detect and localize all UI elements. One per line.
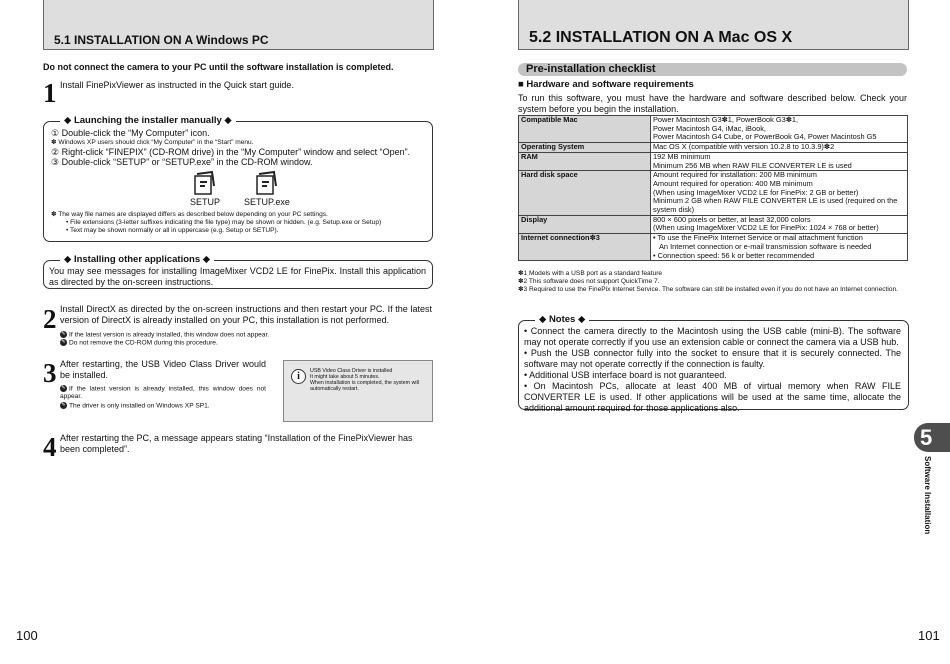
launch-footnote-2: • File extensions (3-letter suffixes indicating the file type) may be shown or hidden. (e.g. Setup.exe or Setup) xyxy=(66,219,382,226)
right-page-number: 101 xyxy=(918,628,940,643)
note-icon: ✎ xyxy=(61,331,66,337)
launch-box-title: ◆ Launching the installer manually ◆ xyxy=(60,115,236,126)
side-section-label: Software Installation xyxy=(923,456,932,535)
note-icon: ✎ xyxy=(61,339,66,345)
list-item: • Additional USB interface board is not guaranteed. xyxy=(524,370,727,380)
other-apps-title: ◆ Installing other applications ◆ xyxy=(60,254,214,265)
other-apps-text: You may see messages for installing ImageMixer VCD2 LE for FinePix. Install this application as directed by the on-screen instructions. xyxy=(49,266,426,287)
table-row: RAM 192 MB minimum Minimum 256 MB when RAW FILE CONVERTER LE is used xyxy=(519,152,908,170)
launch-footnote-3: • Text may be shown normally or all in uppercase (e.g. Setup or SETUP). xyxy=(66,227,279,234)
list-item: • Connect the camera directly to the Macintosh using the USB cable (mini-B). The software may not operate correctly if you use an extension cable or connect the camera via a USB hub. xyxy=(524,326,901,347)
right-header xyxy=(518,0,909,50)
table-row: Display 800 × 600 pixels or better, at least 32,000 colors (When using ImageMixer VCD2 LE for FinePix: 1024 × 768 or better) xyxy=(519,215,908,233)
launch-line-4: ③ Double-click “SETUP” or “SETUP.exe” in the CD-ROM window. xyxy=(51,157,313,167)
hw-sw-title: ■ Hardware and software requirements xyxy=(518,79,694,90)
list-item: • Push the USB connector fully into the socket to ensure that it is securely connected. The software may not operate correctly if the connection is faulty. xyxy=(524,348,901,369)
requirements-table xyxy=(518,115,908,261)
mac-footnotes: ✽1 Models with a USB port as a standard feature ✽2 This software does not support QuickTime 7. ✽3 Required to use the FinePix Internet Service. The software can still be installed even if you do not have an Internet connection. xyxy=(518,270,899,293)
note-icon: ✎ xyxy=(61,385,66,391)
step-3-text: After restarting, the USB Video Class Driver would be installed. xyxy=(60,359,266,380)
list-item: • On Macintosh PCs, allocate at least 400 MB of virtual memory when RAW FILE CONVERTER LE is used. If other applications will be used at the same time, allocate the additional amount required for those applications also. xyxy=(524,381,901,413)
step-number-4: 4 xyxy=(43,432,57,462)
note-icon: ✎ xyxy=(61,402,66,408)
setup-icon xyxy=(192,170,220,196)
step-2-text: Install DirectX as directed by the on-screen instructions and then restart your PC. If the latest version of DirectX is already installed on your PC, this installation is not performed. xyxy=(60,304,432,325)
table-row: Operating System Mac OS X (compatible with version 10.2.8 to 10.3.9)✽2 xyxy=(519,143,908,153)
usb-driver-dialog xyxy=(283,360,433,422)
preinstall-checklist-bar: Pre-installation checklist xyxy=(518,63,907,76)
setup-exe-icon-label: SETUP.exe xyxy=(244,197,290,207)
launch-line-3: ② Right-click “FINEPIX” (CD-ROM drive) in the “My Computer” window and select “Open”. xyxy=(51,147,411,157)
step-number-1: 1 xyxy=(43,78,57,108)
left-page-title: 5.1 INSTALLATION ON A Windows PC xyxy=(54,33,269,47)
step-4-text: After restarting the PC, a message appears stating “Installation of the FinePixViewer has been completed”. xyxy=(60,433,413,454)
hw-sw-intro: To run this software, you must have the hardware and software described below. Check your system before you begin the installation. xyxy=(518,93,907,114)
chapter-tab: 5 xyxy=(914,423,950,452)
launch-footnote-1: ✽ The way file names are displayed differs as described below depending on your PC settings. xyxy=(51,211,328,218)
setup-icon-label: SETUP xyxy=(190,197,221,207)
launch-line-1: ① Double-click the “My Computer” icon. xyxy=(51,128,210,138)
step-number-2: 2 xyxy=(43,304,57,334)
notes-list xyxy=(524,326,901,414)
step-3-note-1: ✎ If the latest version is already installed, this window does not appear. xyxy=(60,385,266,401)
left-header xyxy=(43,0,434,50)
dialog-message: USB Video Class Driver is installed It might take about 5 minutes. When installation is completed, the system will automatically restart. xyxy=(310,368,419,392)
table-row: Compatible Mac Power Macintosh G3✽1, PowerBook G3✽1, Power Macintosh G4, iMac, iBook, Power Macintosh G4 Cube, or PowerBook G4, Power Macintosh G5 xyxy=(519,116,908,143)
launch-line-2: ✽ Windows XP users should click “My Computer” in the “Start” menu. xyxy=(51,139,254,146)
left-page-number: 100 xyxy=(16,628,38,643)
right-page-title: 5.2 INSTALLATION ON A Mac OS X xyxy=(529,29,793,46)
table-row: Internet connection✽3 • To use the FinePix Internet Service or mail attachment function An Internet connection or e-mail transmission software is needed • Connection speed: 56 k or better recommended xyxy=(519,234,908,261)
notes-title: ◆ Notes ◆ xyxy=(535,314,589,325)
step-number-3: 3 xyxy=(43,358,57,388)
step-2-note-1: ✎ If the latest version is already installed, this window does not appear. xyxy=(61,331,270,339)
info-icon: i xyxy=(291,369,306,384)
step-2-note-2: ✎ Do not remove the CD-ROM during this procedure. xyxy=(61,339,218,347)
setup-exe-icon xyxy=(254,170,282,196)
warning-text: Do not connect the camera to your PC until the software installation is completed. xyxy=(43,62,394,72)
step-1-text: Install FinePixViewer as instructed in the Quick start guide. xyxy=(60,80,294,90)
table-row: Hard disk space Amount required for installation: 200 MB minimum Amount required for operation: 400 MB minimum (When using ImageMixer VCD2 LE for FinePix: 2 GB or better) Minimum 2 GB when RAW FILE CONVERTER LE is used (required on the system disk) xyxy=(519,171,908,216)
step-3-note-2: ✎ The driver is only installed on Windows XP SP1. xyxy=(61,402,210,410)
